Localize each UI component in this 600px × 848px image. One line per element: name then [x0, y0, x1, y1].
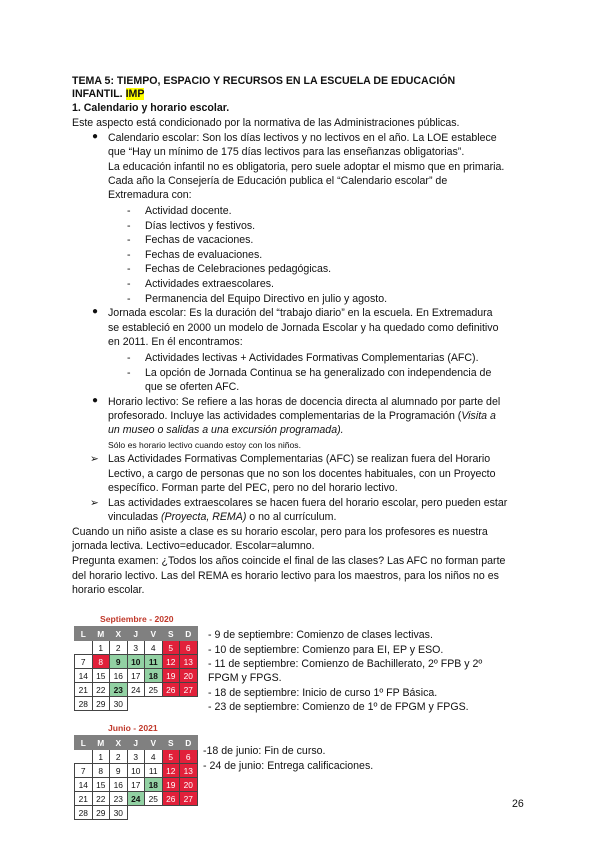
calendar-september: [74, 626, 198, 711]
day-cell: 7: [75, 655, 93, 669]
day-cell: [75, 641, 93, 655]
cal-line: Extremadura con:: [108, 189, 192, 201]
day-cell: 16: [110, 778, 128, 792]
day-cell: [162, 697, 180, 711]
weekday-label: S: [162, 736, 180, 750]
day-cell: 19: [162, 778, 180, 792]
weekday-label: L: [75, 736, 93, 750]
weekday-label: J: [127, 736, 145, 750]
day-cell: 18: [145, 669, 163, 683]
day-cell: 26: [162, 683, 180, 697]
cal1-note: FPGM y FPGS.: [208, 672, 282, 684]
extra-line: [108, 510, 336, 524]
calendar-june: [74, 735, 198, 820]
jornada-line: en 2011. En él encontramos:: [108, 336, 243, 348]
day-cell: 19: [162, 669, 180, 683]
bullet-dot-icon: ●: [92, 306, 99, 317]
cal-item: Permanencia del Equipo Directivo en julio y agosto.: [145, 293, 388, 305]
extra-line: Las actividades extraescolares se hacen fuera del horario escolar, pero pueden estar: [108, 497, 508, 509]
calendar-week: [75, 655, 198, 669]
day-cell: 29: [92, 697, 110, 711]
day-cell: [180, 806, 198, 820]
cal-item: Actividades extraescolares.: [145, 278, 274, 290]
weekday-label: X: [110, 736, 128, 750]
weekday-label: X: [110, 627, 128, 641]
day-cell: 20: [180, 669, 198, 683]
dash-icon: -: [127, 352, 131, 364]
day-cell: 13: [180, 764, 198, 778]
dash-icon: -: [127, 234, 131, 246]
horario-line: [108, 409, 496, 423]
cal-item: Días lectivos y festivos.: [145, 220, 256, 232]
day-cell: 28: [75, 697, 93, 711]
day-cell: 22: [92, 792, 110, 806]
jornada-item: La opción de Jornada Continua se ha generalizado con independencia de: [145, 367, 492, 379]
dash-icon: -: [127, 263, 131, 275]
section-title: 1. Calendario y horario escolar.: [72, 102, 230, 114]
weekday-label: D: [180, 736, 198, 750]
calendar-week: [75, 764, 198, 778]
cal1-note: - 18 de septiembre: Inicio de curso 1º FP Básica.: [208, 687, 438, 699]
calendar-title-september: Septiembre - 2020: [100, 614, 174, 624]
dash-icon: -: [127, 205, 131, 217]
horario-italic: Visita a: [461, 410, 496, 422]
day-cell: 3: [127, 750, 145, 764]
day-cell: 11: [145, 655, 163, 669]
day-cell: 3: [127, 641, 145, 655]
cal2-note: - 24 de junio: Entrega calificaciones.: [203, 760, 374, 772]
day-cell: 1: [92, 750, 110, 764]
calendar-week: [75, 792, 198, 806]
intro-text: Este aspecto está condicionado por la normativa de las Administraciones públicas.: [72, 117, 460, 129]
day-cell: 21: [75, 683, 93, 697]
day-cell: 5: [162, 750, 180, 764]
cal-item: Fechas de vacaciones.: [145, 234, 254, 246]
day-cell: 10: [127, 764, 145, 778]
day-cell: [162, 806, 180, 820]
imp-highlight: IMP: [125, 88, 145, 100]
paragraph-line: horario escolar.: [72, 584, 145, 596]
day-cell: 13: [180, 655, 198, 669]
paragraph-line: Pregunta examen: ¿Todos los años coincide el final de las clases? Las AFC no forman parte: [72, 555, 506, 567]
day-cell: 30: [110, 806, 128, 820]
calendar-week: [75, 806, 198, 820]
day-cell: 24: [127, 683, 145, 697]
day-cell: 16: [110, 669, 128, 683]
day-cell: 23: [110, 792, 128, 806]
day-cell: 12: [162, 655, 180, 669]
jornada-line: Jornada escolar: Es la duración del “trabajo diario” en la escuela. En Extremadura: [108, 307, 493, 319]
cal-item: Fechas de evaluaciones.: [145, 249, 263, 261]
arrow-icon: ➢: [90, 453, 99, 465]
afc-line: Las Actividades Formativas Complementarias (AFC) se realizan fuera del Horario: [108, 453, 491, 465]
day-cell: 2: [110, 750, 128, 764]
page-number: 26: [512, 798, 524, 810]
day-cell: [145, 697, 163, 711]
cal1-note: - 11 de septiembre: Comienzo de Bachillerato, 2º FPB y 2º: [208, 658, 483, 670]
extra-italic: (Proyecta, REMA): [161, 511, 247, 523]
cal-item: Actividad docente.: [145, 205, 232, 217]
weekday-label: M: [92, 627, 110, 641]
day-cell: [127, 806, 145, 820]
calendar-header-row: [75, 736, 198, 750]
extra-text: vinculadas: [108, 511, 161, 523]
calendar-week: [75, 750, 198, 764]
day-cell: 4: [145, 750, 163, 764]
cal-item: Fechas de Celebraciones pedagógicas.: [145, 263, 332, 275]
jornada-item: Actividades lectivas + Actividades Formativas Complementarias (AFC).: [145, 352, 479, 364]
afc-line: específico. Forman parte del PEC, pero no del horario lectivo.: [108, 482, 398, 494]
weekday-label: S: [162, 627, 180, 641]
day-cell: 29: [92, 806, 110, 820]
day-cell: 1: [92, 641, 110, 655]
cal1-note: - 10 de septiembre: Comienzo para EI, EP y ESO.: [208, 644, 444, 656]
day-cell: 27: [180, 792, 198, 806]
day-cell: 7: [75, 764, 93, 778]
dash-icon: -: [127, 220, 131, 232]
dash-icon: -: [127, 278, 131, 290]
day-cell: 14: [75, 669, 93, 683]
day-cell: 18: [145, 778, 163, 792]
day-cell: [180, 697, 198, 711]
cal-line: Cada año la Consejería de Educación publica el “Calendario escolar” de: [108, 175, 448, 187]
cal2-note: -18 de junio: Fin de curso.: [203, 745, 326, 757]
cal-line: que “Hay un mínimo de 175 días lectivos para las enseñanzas obligatorias”.: [108, 146, 465, 158]
arrow-icon: ➢: [90, 497, 99, 509]
day-cell: 27: [180, 683, 198, 697]
day-cell: 25: [145, 792, 163, 806]
jornada-item: que se oferten AFC.: [145, 381, 240, 393]
weekday-label: J: [127, 627, 145, 641]
day-cell: 5: [162, 641, 180, 655]
afc-line: Lectivo, a cargo de personas que no son los docentes habituales, con un Proyecto: [108, 468, 496, 480]
day-cell: 10: [127, 655, 145, 669]
day-cell: 30: [110, 697, 128, 711]
dash-icon: -: [127, 367, 131, 379]
day-cell: 15: [92, 669, 110, 683]
paragraph-line: del horario lectivo. Las del REMA es horario lectivo para los maestros, para los niños no es: [72, 570, 499, 582]
jornada-line: se estableció en 2000 un modelo de Jornada Escolar y ha quedado como definitivo: [108, 322, 499, 334]
dash-icon: -: [127, 293, 131, 305]
calendar-week: [75, 669, 198, 683]
horario-text: profesorado. Incluye las actividades complementarias de la Programación (: [108, 410, 462, 422]
day-cell: [75, 750, 93, 764]
day-cell: 22: [92, 683, 110, 697]
day-cell: 8: [92, 655, 110, 669]
weekday-label: M: [92, 736, 110, 750]
horario-note: Sólo es horario lectivo cuando estoy con los niños.: [108, 440, 301, 450]
heading-infantil: INFANTIL.: [72, 88, 123, 100]
weekday-label: V: [145, 627, 163, 641]
cal1-note: - 9 de septiembre: Comienzo de clases lectivas.: [208, 629, 433, 641]
paragraph-line: Cuando un niño asiste a clase es su horario escolar, pero para los profesores es nuestra: [72, 526, 488, 538]
day-cell: 4: [145, 641, 163, 655]
dash-icon: -: [127, 249, 131, 261]
day-cell: 14: [75, 778, 93, 792]
extra-text: o no al currículum.: [246, 511, 337, 523]
cal-line: La educación infantil no es obligatoria, pero suele adoptar el mismo que en primaria.: [108, 161, 505, 173]
cal-line: Calendario escolar: Son los días lectivos y no lectivos en el año. La LOE establece: [108, 132, 497, 144]
bullet-dot-icon: ●: [92, 395, 99, 406]
day-cell: 9: [110, 764, 128, 778]
day-cell: 11: [145, 764, 163, 778]
calendar-title-june: Junio - 2021: [108, 723, 158, 733]
calendar-week: [75, 697, 198, 711]
day-cell: 15: [92, 778, 110, 792]
day-cell: 24: [127, 792, 145, 806]
weekday-label: L: [75, 627, 93, 641]
weekday-label: V: [145, 736, 163, 750]
calendar-week: [75, 778, 198, 792]
horario-line-italic: un museo o salidas a una excursión programada).: [108, 424, 344, 436]
day-cell: 6: [180, 641, 198, 655]
day-cell: 26: [162, 792, 180, 806]
day-cell: 20: [180, 778, 198, 792]
bullet-dot-icon: ●: [92, 131, 99, 142]
cal1-note: - 23 de septiembre: Comienzo de 1º de FPGM y FPGS.: [208, 701, 469, 713]
day-cell: 6: [180, 750, 198, 764]
day-cell: 8: [92, 764, 110, 778]
calendar-header-row: [75, 627, 198, 641]
day-cell: 2: [110, 641, 128, 655]
horario-line: Horario lectivo: Se refiere a las horas de docencia directa al alumnado por parte del: [108, 396, 501, 408]
day-cell: 12: [162, 764, 180, 778]
weekday-label: D: [180, 627, 198, 641]
day-cell: 28: [75, 806, 93, 820]
day-cell: 17: [127, 669, 145, 683]
day-cell: 25: [145, 683, 163, 697]
day-cell: [145, 806, 163, 820]
day-cell: 21: [75, 792, 93, 806]
day-cell: 9: [110, 655, 128, 669]
day-cell: 23: [110, 683, 128, 697]
heading-line1: TEMA 5: TIEMPO, ESPACIO Y RECURSOS EN LA ESCUELA DE EDUCACIÓN: [72, 75, 456, 87]
heading-line2: [72, 87, 144, 101]
paragraph-line: jornada lectiva. Lectivo=educador. Escolar=alumno.: [72, 540, 315, 552]
calendar-week: [75, 641, 198, 655]
calendar-week: [75, 683, 198, 697]
day-cell: [127, 697, 145, 711]
day-cell: 17: [127, 778, 145, 792]
